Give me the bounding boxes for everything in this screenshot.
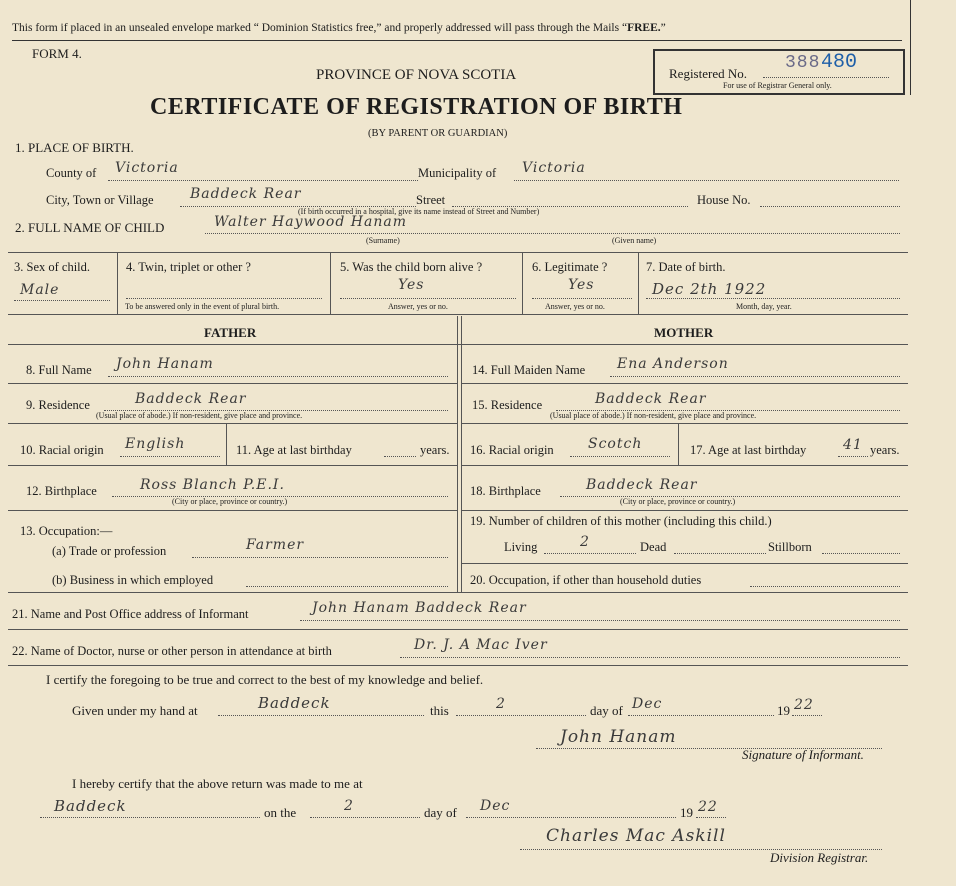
sex-value: Male <box>20 282 60 298</box>
registrar-on-label: on the <box>264 805 297 820</box>
mother-occupation-label: 20. Occupation, if other than household duties <box>470 573 702 587</box>
surname-note: (Surname) <box>366 236 400 245</box>
mother-age-label: 17. Age at last birthday <box>690 443 807 457</box>
stillborn-label: Stillborn <box>768 540 812 554</box>
mother-race-value: Scotch <box>588 436 643 452</box>
registered-box <box>653 49 905 95</box>
business-label: (b) Business in which employed <box>52 573 214 587</box>
informant-signature: John Hanam <box>560 727 677 747</box>
given-year-prefix: 19 <box>777 703 790 718</box>
informant-value: John Hanam Baddeck Rear <box>312 600 527 616</box>
father-residence-note: (Usual place of abode.) If non-resident, give place and province. <box>96 411 303 420</box>
father-name-value: John Hanam <box>116 356 214 372</box>
alive-label: 5. Was the child born alive ? <box>340 260 483 274</box>
father-birthplace-note: (City or place, province or country.) <box>172 497 288 506</box>
registrar-on-value: 2 <box>344 798 354 814</box>
informant-signature-label: Signature of Informant. <box>742 747 864 762</box>
mother-age-years: years. <box>870 443 900 457</box>
mother-birthplace-note: (City or place, province or country.) <box>620 497 736 506</box>
alive-value: Yes <box>398 277 425 293</box>
city-label: City, Town or Village <box>46 193 154 207</box>
birth-date-label: 7. Date of birth. <box>646 260 726 274</box>
twin-note: To be answered only in the event of plural birth. <box>125 302 280 311</box>
sex-label: 3. Sex of child. <box>14 260 91 274</box>
mailing-notice: This form if placed in an unsealed envelope marked “ Dominion Statistics free,” and properly addressed will pass through the Mails “FREE.” <box>12 22 666 34</box>
doctor-label: 22. Name of Doctor, nurse or other person in attendance at birth <box>12 644 332 658</box>
father-race-value: English <box>125 436 186 452</box>
this-value: 2 <box>496 696 506 712</box>
living-label: Living <box>504 540 538 554</box>
certificate-subtitle: (BY PARENT OR GUARDIAN) <box>368 128 508 139</box>
dead-label: Dead <box>640 540 667 554</box>
father-race-label: 10. Racial origin <box>20 443 104 457</box>
trade-label: (a) Trade or profession <box>52 544 167 558</box>
registrar-statement: I hereby certify that the above return was made to me at <box>72 776 363 791</box>
given-label: Given under my hand at <box>72 703 198 718</box>
registrar-year-value: 22 <box>698 799 718 815</box>
given-month-value: Dec <box>632 696 663 712</box>
registrar-dayof-label: day of <box>424 805 457 820</box>
father-birthplace-value: Ross Blanch P.E.I. <box>140 477 285 493</box>
street-note: (If birth occurred in a hospital, give its name instead of Street and Number) <box>298 207 540 216</box>
mother-heading: MOTHER <box>654 325 714 340</box>
province-heading: PROVINCE OF NOVA SCOTIA <box>316 67 517 83</box>
this-label: this <box>430 703 449 718</box>
form-number: FORM 4. <box>32 46 82 61</box>
informant-label: 21. Name and Post Office address of Informant <box>12 607 249 621</box>
child-name-label: 2. FULL NAME OF CHILD <box>15 220 165 235</box>
given-dayof-label: day of <box>590 703 623 718</box>
legitimate-note: Answer, yes or no. <box>545 302 605 311</box>
living-value: 2 <box>580 534 590 550</box>
city-value: Baddeck Rear <box>190 186 302 202</box>
certify-statement: I certify the foregoing to be true and correct to the best of my knowledge and belief. <box>46 672 484 687</box>
given-year-value: 22 <box>794 697 814 713</box>
father-name-label: 8. Full Name <box>26 363 92 377</box>
father-occupation-label: 13. Occupation:— <box>20 524 113 538</box>
municipality-value: Victoria <box>522 160 586 176</box>
mother-residence-value: Baddeck Rear <box>595 391 707 407</box>
legitimate-label: 6. Legitimate ? <box>532 260 608 274</box>
street-label: Street <box>416 193 446 207</box>
registrar-year-prefix: 19 <box>680 805 693 820</box>
mother-residence-label: 15. Residence <box>472 398 543 412</box>
top-rule <box>12 40 902 41</box>
trade-value: Farmer <box>246 537 305 553</box>
children-count-label: 19. Number of children of this mother (including this child.) <box>470 514 772 528</box>
registrar-month-value: Dec <box>480 798 511 814</box>
father-heading: FATHER <box>204 325 257 340</box>
father-residence-value: Baddeck Rear <box>135 391 247 407</box>
registered-stamp: 388 <box>785 53 821 73</box>
father-residence-label: 9. Residence <box>26 398 90 412</box>
mother-birthplace-label: 18. Birthplace <box>470 484 541 498</box>
registrar-use-note: For use of Registrar General only. <box>723 81 832 90</box>
mother-name-value: Ena Anderson <box>617 356 729 372</box>
alive-note: Answer, yes or no. <box>388 302 448 311</box>
legitimate-value: Yes <box>568 277 595 293</box>
registrar-place-value: Baddeck <box>54 797 127 815</box>
child-name-value: Walter Haywood Hanam <box>214 214 407 230</box>
birth-date-value: Dec 2th 1922 <box>652 280 767 298</box>
county-label: County of <box>46 166 97 180</box>
given-note: (Given name) <box>612 236 657 245</box>
county-value: Victoria <box>115 160 179 176</box>
mother-age-value: 41 <box>843 437 863 453</box>
certificate-title: CERTIFICATE OF REGISTRATION OF BIRTH <box>150 94 683 120</box>
registrar-signature-label: Division Registrar. <box>770 850 869 865</box>
mother-birthplace-value: Baddeck Rear <box>586 477 698 493</box>
registrar-signature: Charles Mac Askill <box>546 826 726 846</box>
father-age-label: 11. Age at last birthday <box>236 443 352 457</box>
registered-label: Registered No. <box>669 66 747 81</box>
house-label: House No. <box>697 193 751 207</box>
municipality-label: Municipality of <box>418 166 497 180</box>
father-age-years: years. <box>420 443 450 457</box>
birth-date-note: Month, day, year. <box>736 302 792 311</box>
registered-number: 480 <box>821 51 858 74</box>
mother-name-label: 14. Full Maiden Name <box>472 363 586 377</box>
mother-residence-note: (Usual place of abode.) If non-resident, give place and province. <box>550 411 757 420</box>
father-birthplace-label: 12. Birthplace <box>26 484 97 498</box>
place-heading: 1. PLACE OF BIRTH. <box>15 140 134 155</box>
given-place-value: Baddeck <box>258 694 331 712</box>
edge-mark <box>910 0 911 95</box>
twin-label: 4. Twin, triplet or other ? <box>126 260 251 274</box>
mother-race-label: 16. Racial origin <box>470 443 554 457</box>
doctor-value: Dr. J. A Mac Iver <box>414 637 548 653</box>
